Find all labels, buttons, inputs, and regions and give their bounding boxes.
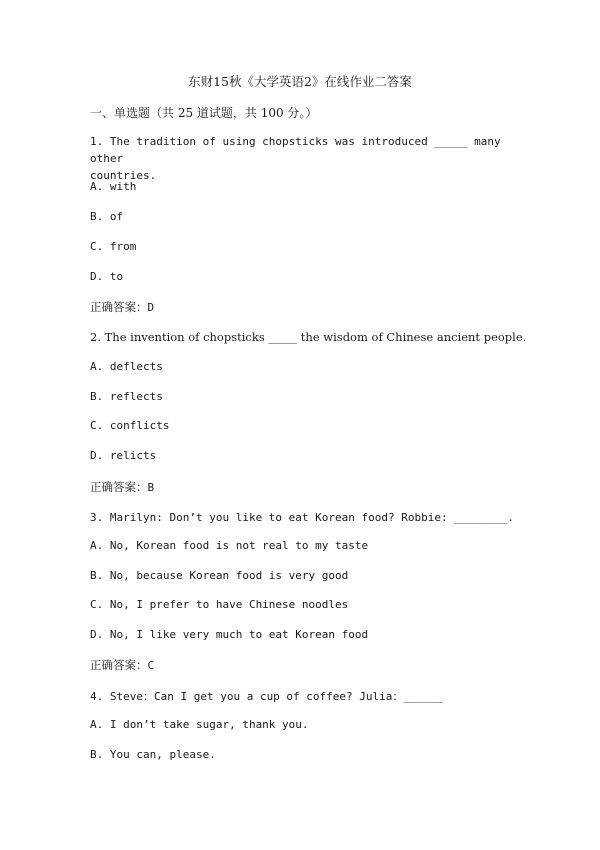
question-2-line1: 2. The invention of chopsticks _____ the wisdom of Chinese ancient people. [90,330,527,344]
answer-label: 正确答案： [90,300,148,314]
question-3 [90,509,520,526]
question-3-option-a: A. No, Korean food is not real to my taste [90,539,369,552]
question-3-option-d: D. No, I like very much to eat Korean food [90,628,369,641]
question-3-option-c: C. No, I prefer to have Chinese noodles [90,598,349,611]
question-1-option-a: A. with [90,180,137,193]
answer-label: 正确答案： [90,480,148,494]
question-2-answer [90,479,154,495]
question-1-line1: 1. The tradition of using chopsticks was introduced _____ many other [90,135,501,165]
question-2 [90,329,530,346]
question-1-line2: countries. [90,169,157,182]
question-4-option-a: A. I don’t take sugar, thank you. [90,718,309,731]
answer-label: 正确答案： [90,658,148,672]
question-3-line1: 3. Marilyn: Don’t you like to eat Korean food? Robbie: ________. [90,511,514,524]
answer-value: B [147,481,155,494]
question-1-option-c: C. from [90,240,137,253]
question-1 [90,133,520,184]
question-2-option-d: D. relicts [90,449,157,462]
question-4-line1: 4. Steve：Can I get you a cup of coffee? Julia：______ [90,690,444,703]
answer-value: D [147,301,155,314]
question-4 [90,688,520,705]
question-1-option-b: B. of [90,210,124,223]
question-2-option-c: C. conflicts [90,419,170,432]
question-3-answer [90,657,154,673]
section-header: 一、单选题（共 25 道试题，共 100 分。） [90,106,318,120]
answer-value: C [147,659,155,672]
question-1-answer [90,299,154,315]
question-1-option-d: D. to [90,270,124,283]
document-title: 东财15秋《大学英语2》在线作业二答案 [188,74,412,89]
question-4-option-b: B. You can, please. [90,748,216,761]
question-2-option-b: B. reflects [90,390,163,403]
question-2-option-a: A. deflects [90,360,163,373]
question-3-option-b: B. No, because Korean food is very good [90,569,349,582]
